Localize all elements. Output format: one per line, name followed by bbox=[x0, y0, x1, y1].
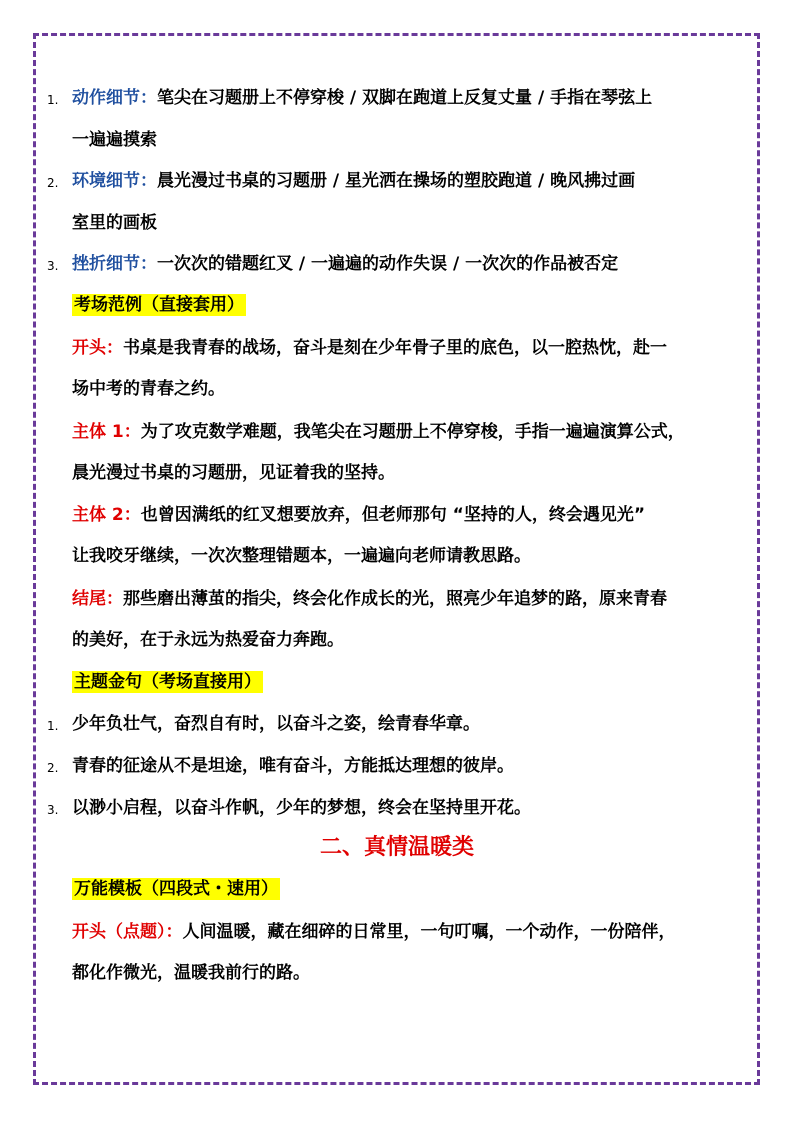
item-text: 笔尖在习题册上不停穿梭 / 双脚在跑道上反复丈量 / 手指在琴弦上 bbox=[157, 88, 653, 108]
section-heading: 主题金句（考场直接用） bbox=[74, 672, 261, 692]
quote-item: 少年负壮气，奋烈自有时，以奋斗之姿，绘青春华章。 bbox=[72, 714, 480, 734]
ending-label: 结尾： bbox=[72, 589, 123, 609]
paragraph-opening: 开头（点题）：人间温暖，藏在细碎的日常里，一句叮嘱，一个动作，一份陪伴， bbox=[72, 922, 676, 942]
body2-label: 主体 2： bbox=[72, 505, 141, 525]
opening-label: 开头（点题）： bbox=[72, 922, 183, 942]
item-text: 一次次的错题红叉 / 一遍遍的动作失误 / 一次次的作品被否定 bbox=[157, 254, 619, 274]
list-item bbox=[72, 252, 618, 276]
item-label: 动作细节： bbox=[72, 88, 157, 108]
list-number: 1. bbox=[47, 93, 59, 107]
list-number: 1. bbox=[47, 719, 59, 733]
section-title: 二、真情温暖类 bbox=[319, 835, 474, 860]
body1-label: 主体 1： bbox=[72, 422, 141, 442]
opening-label: 开头： bbox=[72, 338, 123, 358]
list-item bbox=[72, 86, 652, 110]
section-heading: 万能模板（四段式・速用） bbox=[74, 879, 278, 899]
paragraph-cont: 晨光漫过书桌的习题册，见证着我的坚持。 bbox=[72, 463, 395, 483]
paragraph-cont: 场中考的青春之约。 bbox=[72, 379, 225, 399]
section-heading: 考场范例（直接套用） bbox=[74, 295, 244, 315]
item-text-cont: 室里的画板 bbox=[72, 213, 157, 233]
item-text-cont: 一遍遍摸索 bbox=[72, 130, 157, 150]
quote-item: 青春的征途从不是坦途，唯有奋斗，方能抵达理想的彼岸。 bbox=[72, 756, 514, 776]
quote-item: 以渺小启程，以奋斗作帆，少年的梦想，终会在坚持里开花。 bbox=[72, 798, 531, 818]
paragraph-ending: 结尾：那些磨出薄茧的指尖，终会化作成长的光，照亮少年追梦的路，原来青春 bbox=[72, 589, 667, 609]
list-number: 2. bbox=[47, 761, 59, 775]
paragraph-cont: 都化作微光，温暖我前行的路。 bbox=[72, 963, 310, 983]
item-label: 环境细节： bbox=[72, 171, 157, 191]
paragraph-body2: 主体 2：也曾因满纸的红叉想要放弃，但老师那句 “坚持的人，终会遇见光” bbox=[72, 505, 646, 525]
item-text: 晨光漫过书桌的习题册 / 星光洒在操场的塑胶跑道 / 晚风拂过画 bbox=[157, 171, 636, 191]
list-number: 3. bbox=[47, 259, 59, 273]
paragraph-opening: 开头：书桌是我青春的战场，奋斗是刻在少年骨子里的底色，以一腔热忱，赴一 bbox=[72, 338, 667, 358]
paragraph-body1: 主体 1：为了攻克数学难题，我笔尖在习题册上不停穿梭，手指一遍遍演算公式， bbox=[72, 422, 685, 442]
list-item bbox=[72, 169, 635, 193]
paragraph-cont: 的美好，在于永远为热爱奋力奔跑。 bbox=[72, 630, 344, 650]
list-number: 2. bbox=[47, 176, 59, 190]
list-number: 3. bbox=[47, 803, 59, 817]
paragraph-cont: 让我咬牙继续，一次次整理错题本，一遍遍向老师请教思路。 bbox=[72, 546, 531, 566]
item-label: 挫折细节： bbox=[72, 254, 157, 274]
